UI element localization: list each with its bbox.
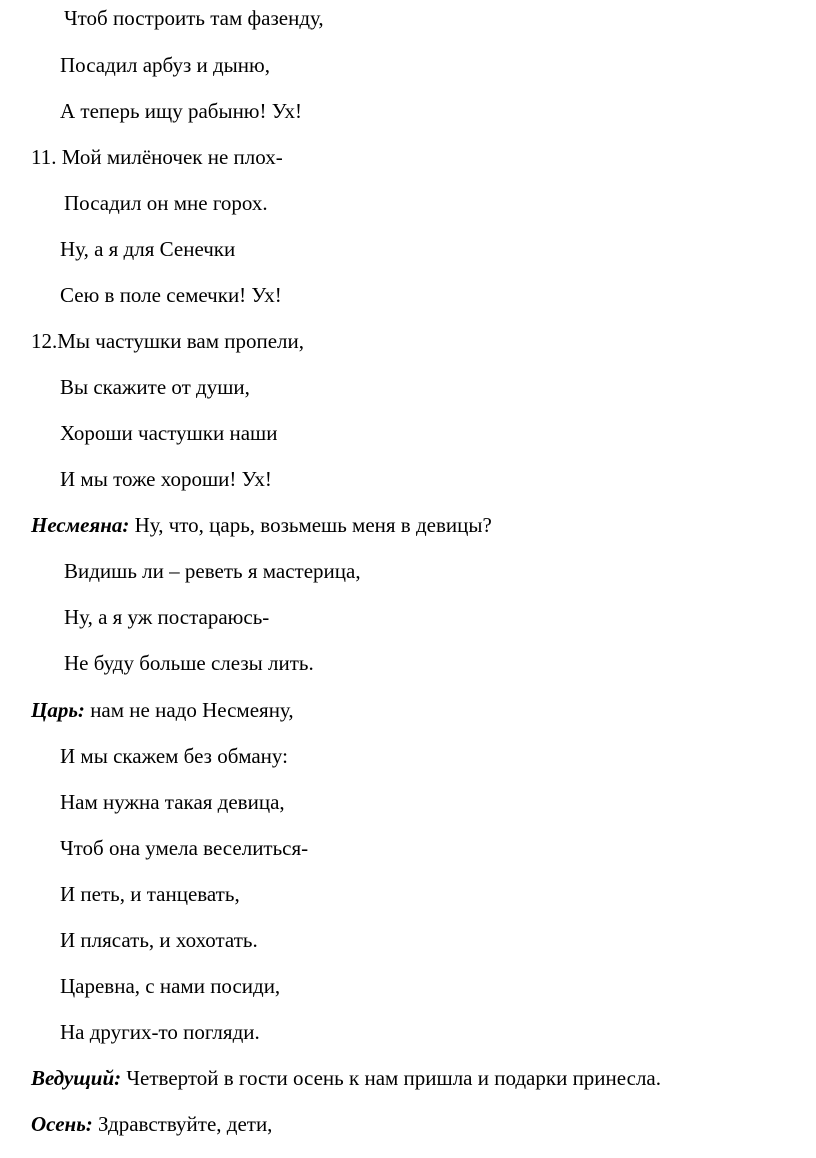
verse-line: Хороши частушки наши [60, 421, 278, 445]
verse-line: Посадил он мне горох. [64, 191, 268, 215]
verse-line: Царевна, с нами посиди, [60, 974, 281, 998]
speaker-name: Ведущий: [31, 1066, 122, 1090]
verse-line: Не буду больше слезы лить. [64, 651, 314, 675]
verse-line: Ну, а я для Сенечки [60, 237, 236, 261]
verse-line: Сею в поле семечки! Ух! [60, 283, 282, 307]
verse-line: А теперь ищу рабыню! Ух! [60, 99, 303, 123]
verse-line: И мы скажем без обману: [60, 744, 288, 768]
dialogue-text: Ну, что, царь, возьмешь меня в девицы? [129, 513, 492, 537]
dialogue-text: нам не надо Несмеяну, [84, 698, 294, 722]
verse-line: Чтоб построить там фазенду, [64, 6, 324, 30]
speaker-name: Осень: [31, 1112, 93, 1136]
verse-line: На других-то погляди. [60, 1020, 260, 1044]
verse-line: 11. Мой милёночек не плох- [31, 145, 283, 169]
verse-line: Нам нужна такая девица, [60, 790, 285, 814]
dialogue-line [31, 1112, 272, 1136]
dialogue-line [31, 698, 294, 722]
verse-line: Чтоб она умела веселиться- [60, 836, 309, 860]
verse-line: 12.Мы частушки вам пропели, [31, 329, 305, 353]
verse-line: Посадил арбуз и дыню, [60, 53, 270, 77]
speaker-name: Несмеяна: [31, 513, 130, 537]
dialogue-line [31, 513, 492, 537]
verse-line: И плясать, и хохотать. [60, 928, 258, 952]
dialogue-text: Четвертой в гости осень к нам пришла и подарки принесла. [121, 1066, 661, 1090]
dialogue-text: Здравствуйте, дети, [92, 1112, 273, 1136]
verse-line: Ну, а я уж постараюсь- [64, 605, 270, 629]
verse-line: И мы тоже хороши! Ух! [60, 467, 272, 491]
verse-line: И петь, и танцевать, [60, 882, 240, 906]
verse-line: Видишь ли – реветь я мастерица, [64, 559, 361, 583]
speaker-name: Царь: [31, 698, 85, 722]
dialogue-line [31, 1066, 661, 1090]
verse-line: Вы скажите от души, [60, 375, 250, 399]
